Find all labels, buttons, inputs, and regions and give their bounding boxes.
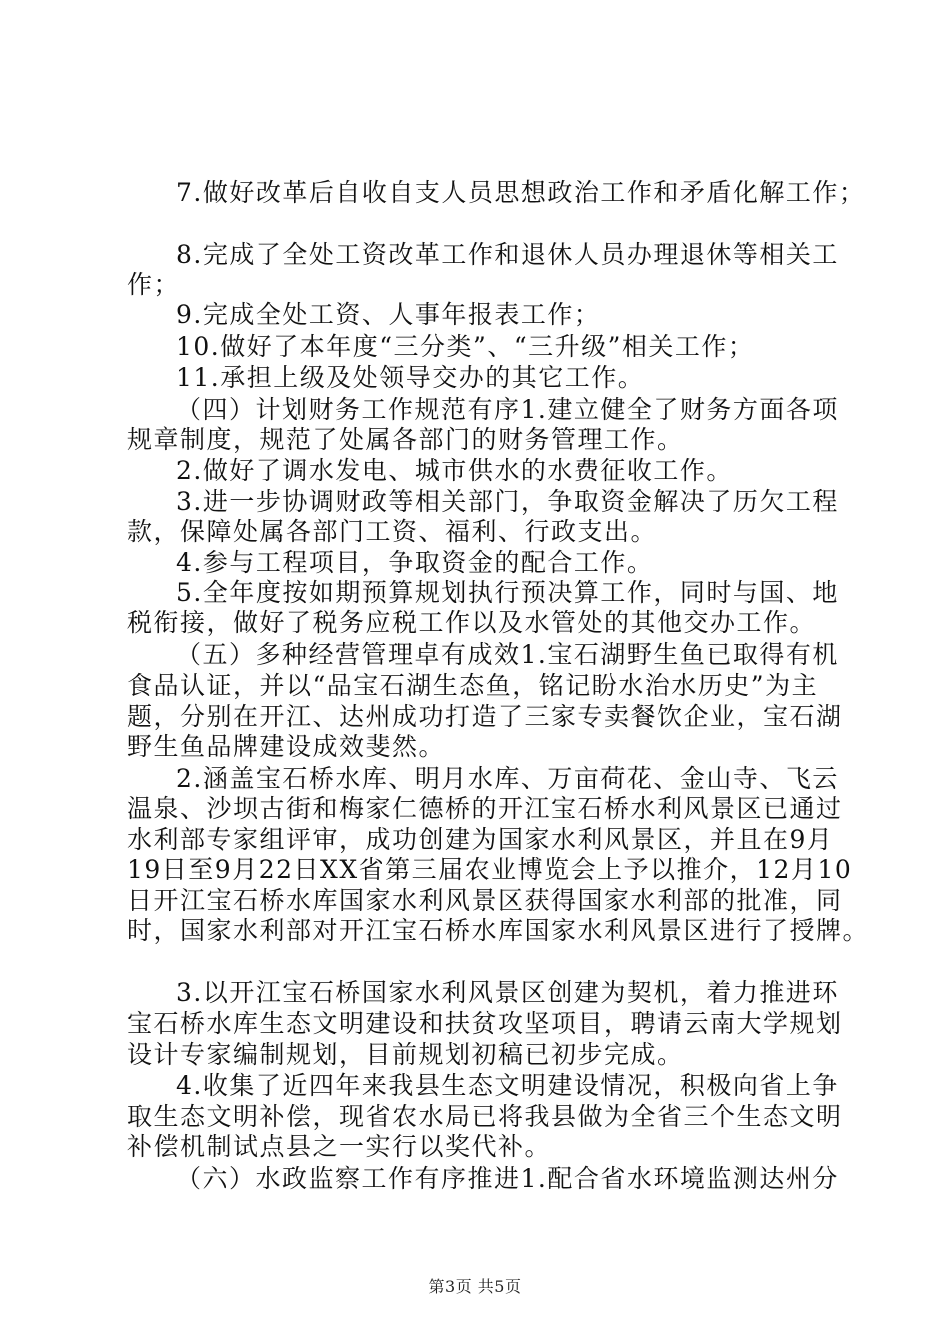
page-footer: 第3页 共5页: [428, 1277, 522, 1296]
paragraph-line: 4.参与工程项目，争取资金的配合工作。: [176, 548, 654, 577]
paragraph-line: 温泉、沙坝古街和梅家仁德桥的开江宝石桥水利风景区已通过: [127, 794, 843, 823]
paragraph-line: （四）计划财务工作规范有序1.建立健全了财务方面各项: [176, 395, 839, 424]
paragraph-line: 10.做好了本年度“三分类”、“三升级”相关工作；: [176, 332, 755, 361]
paragraph-line: 补偿机制试点县之一实行以奖代补。: [127, 1132, 552, 1161]
paragraph-line: 野生鱼品牌建设成效斐然。: [127, 732, 446, 761]
paragraph-line: 水利部专家组评审，成功创建为国家水利风景区，并且在9月: [127, 825, 834, 854]
paragraph-line: （五）多种经营管理卓有成效1.宝石湖野生鱼已取得有机: [176, 640, 839, 669]
paragraph-line: 11.承担上级及处领导交办的其它工作。: [176, 363, 645, 392]
paragraph-line: （六）水政监察工作有序推进1.配合省水环境监测达州分: [176, 1164, 839, 1193]
paragraph-line: 9.完成全处工资、人事年报表工作；: [176, 300, 601, 329]
paragraph-line: 款，保障处属各部门工资、福利、行政支出。: [127, 517, 658, 546]
paragraph-line: 4.收集了近四年来我县生态文明建设情况，积极向省上争: [176, 1071, 839, 1100]
paragraph-line: 2.涵盖宝石桥水库、明月水库、万亩荷花、金山寺、飞云: [176, 764, 839, 793]
paragraph-line: 8.完成了全处工资改革工作和退休人员办理退休等相关工: [176, 240, 839, 269]
paragraph-line: 税衔接，做好了税务应税工作以及水管处的其他交办工作。: [127, 608, 817, 637]
paragraph-line: 5.全年度按如期预算规划执行预决算工作，同时与国、地: [176, 578, 839, 607]
paragraph-line: 7.做好改革后自收自支人员思想政治工作和矛盾化解工作；: [176, 178, 866, 207]
paragraph-line: 设计专家编制规划，目前规划初稿已初步完成。: [127, 1040, 684, 1069]
paragraph-line: 时，国家水利部对开江宝石桥水库国家水利风景区进行了授牌。: [127, 916, 870, 945]
paragraph-line: 食品认证，并以“品宝石湖生态鱼，铭记盼水治水历史”为主: [127, 671, 819, 700]
paragraph-line: 19日至9月22日XX省第三届农业博览会上予以推介，12月10: [127, 855, 853, 884]
paragraph-line: 日开江宝石桥水库国家水利风景区获得国家水利部的批准，同: [127, 886, 843, 915]
paragraph-line: 题，分别在开江、达州成功打造了三家专卖餐饮企业，宝石湖: [127, 702, 843, 731]
paragraph-line: 3.进一步协调财政等相关部门，争取资金解决了历欠工程: [176, 487, 839, 516]
paragraph-line: 2.做好了调水发电、城市供水的水费征收工作。: [176, 456, 733, 485]
paragraph-line: 取生态文明补偿，现省农水局已将我县做为全省三个生态文明: [127, 1102, 843, 1131]
paragraph-line: 宝石桥水库生态文明建设和扶贫攻坚项目，聘请云南大学规划: [127, 1009, 843, 1038]
paragraph-line: 规章制度，规范了处属各部门的财务管理工作。: [127, 425, 684, 454]
paragraph-line: 3.以开江宝石桥国家水利风景区创建为契机，着力推进环: [176, 978, 839, 1007]
paragraph-line: 作；: [127, 270, 181, 299]
